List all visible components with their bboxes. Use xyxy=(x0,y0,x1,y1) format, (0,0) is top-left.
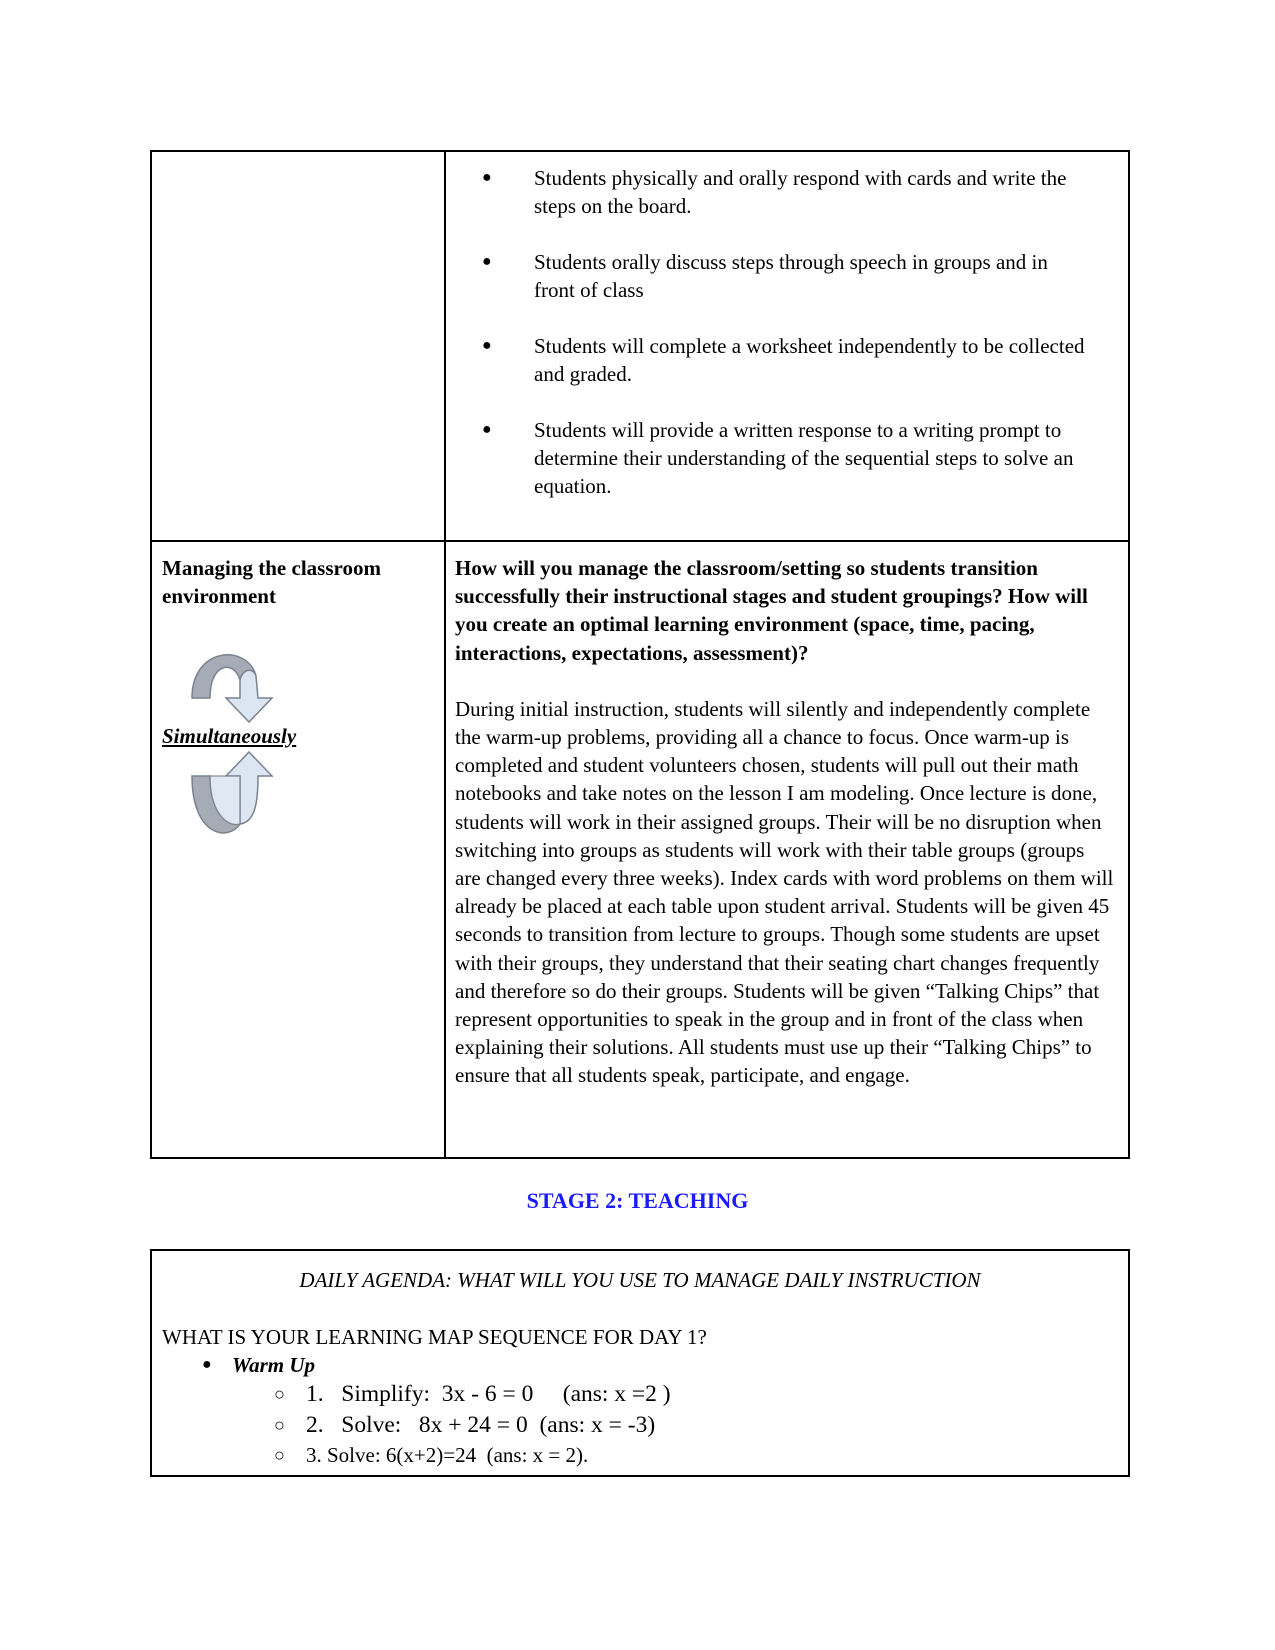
managing-classroom-label: Managing the classroom environment xyxy=(162,556,381,608)
list-item: ● Students physically and orally respond with cards and write the steps on the board. xyxy=(482,166,1067,218)
circle-bullet-icon: ○ xyxy=(274,1445,285,1465)
bullet-icon: ● xyxy=(482,421,492,438)
simultaneously-label: Simultaneously xyxy=(162,724,297,748)
list-item: ○ 2. Solve: 8x + 24 = 0 (ans: x = -3) xyxy=(274,1410,671,1441)
row-divider xyxy=(152,540,1128,542)
agenda-heading: DAILY AGENDA: WHAT WILL YOU USE TO MANAGE DAILY INSTRUCTION xyxy=(299,1268,981,1292)
management-answer: During initial instruction, students will silently and independently complete the warm-up problems, providing all a chance to focus. Once warm-up is completed and student volunteers chosen, students will pull out their math notebooks and take notes on the lesson I am modeling. Once lecture is done, students will work in their assigned groups. Their will be no disruption when switching into groups as students will work with their table groups (groups are changed every three weeks). Index cards with word problems on them will already be placed at each table upon student arrival. Students will be given 45 seconds to transition from lecture to groups. Though some students are upset with their groups, they understand that their seating chart changes frequently and therefore so do their groups. Students will be given “Talking Chips” that represent opportunities to speak in the group and in front of the class when explaining their solutions. All students must use up their “Talking Chips” to ensure that all students speak, participate, and engage. xyxy=(455,696,1114,1088)
column-divider xyxy=(444,152,446,1157)
classroom-management-cell xyxy=(455,554,1115,1090)
bullet-icon: ● xyxy=(202,1356,212,1373)
assessment-bullet-list xyxy=(482,164,1092,500)
circle-bullet-icon: ○ xyxy=(274,1415,285,1435)
list-item: ● Students will provide a written response to a writing prompt to determine their understanding of the sequential steps to solve an equation. xyxy=(482,418,1074,498)
list-item: ● Students will complete a worksheet independently to be collected and graded. xyxy=(482,334,1085,386)
warm-up-list xyxy=(274,1379,671,1470)
daily-agenda-table xyxy=(150,1249,1130,1477)
stage-heading: STAGE 2: TEACHING xyxy=(526,1188,749,1213)
list-item: ○ 1. Simplify: 3x - 6 = 0 (ans: x =2 ) xyxy=(274,1379,671,1410)
learning-map-heading: WHAT IS YOUR LEARNING MAP SEQUENCE FOR DAY 1? xyxy=(162,1325,707,1349)
circular-arrows-icon xyxy=(188,636,283,866)
bullet-icon: ● xyxy=(482,337,492,354)
list-item: ● Students orally discuss steps through speech in groups and in front of class xyxy=(482,250,1048,302)
management-question: How will you manage the classroom/setting so students transition successfully their instructional stages and student groupings? How will you create an optimal learning environment (space, time, pacing, interactions, expectations, assessment)? xyxy=(455,556,1088,665)
warm-up-label: Warm Up xyxy=(232,1353,316,1377)
list-item: ○ 3. Solve: 6(x+2)=24 (ans: x = 2). xyxy=(274,1441,671,1470)
circle-bullet-icon: ○ xyxy=(274,1384,285,1404)
bullet-icon: ● xyxy=(482,253,492,270)
bullet-icon: ● xyxy=(482,169,492,186)
lesson-plan-table xyxy=(150,150,1130,1159)
